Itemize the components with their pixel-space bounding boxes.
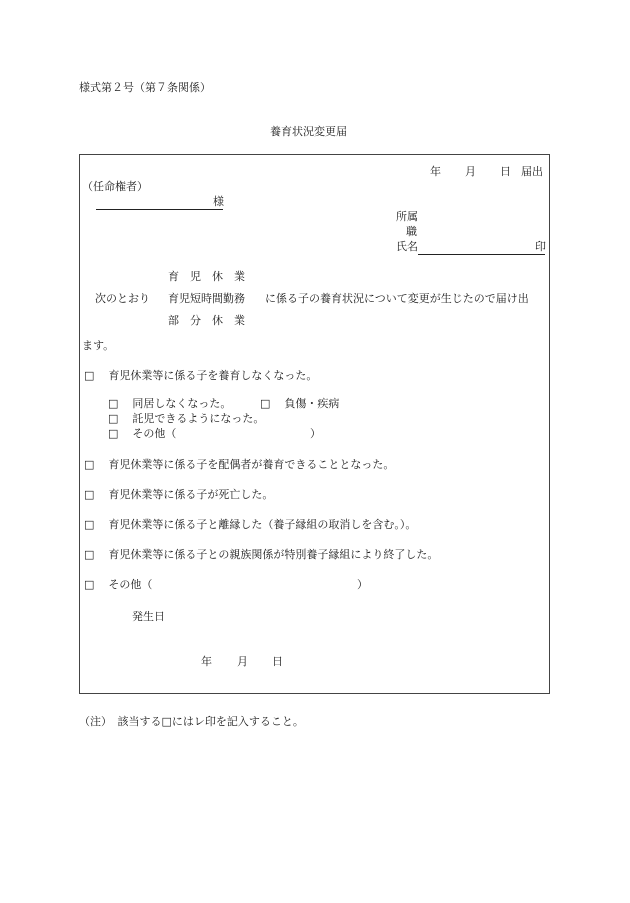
- name-underline[interactable]: [418, 254, 545, 255]
- checkbox-sub-other[interactable]: □: [108, 427, 119, 440]
- list-item: [108, 428, 176, 439]
- occurrence-day[interactable]: 日: [272, 655, 283, 668]
- checkbox-item-2[interactable]: □: [84, 458, 95, 471]
- checkbox-item-5[interactable]: □: [84, 548, 95, 561]
- injury-illness-text: 負傷・疾病: [284, 397, 340, 410]
- form-number: 様式第２号（第７条関係）: [79, 81, 211, 94]
- leave-type-partial: 部 分 休 業: [168, 314, 245, 327]
- filing-label: 届出: [521, 165, 543, 178]
- intro-suffix: に係る子の養育状況について変更が生じたので届け出: [265, 292, 529, 305]
- daycare-text: 託児できるようになった。: [132, 412, 265, 425]
- occurrence-year[interactable]: 年: [201, 655, 212, 668]
- seal-mark: 印: [535, 240, 546, 253]
- sub-other-close: ）: [310, 427, 321, 440]
- sub-other-open: その他（: [132, 427, 177, 440]
- list-item: [84, 489, 273, 500]
- item-5-text: 育児休業等に係る子との親族関係が特別養子縁組により終了した。: [108, 548, 439, 561]
- list-item: [108, 398, 231, 409]
- occurrence-month[interactable]: 月: [237, 655, 248, 668]
- position-label: 職: [406, 225, 417, 238]
- checkbox-item-4[interactable]: □: [84, 518, 95, 531]
- list-item: [84, 459, 394, 470]
- honorific-sama: 様: [213, 195, 224, 208]
- name-label: 氏名: [396, 240, 418, 253]
- filing-day: 日: [500, 165, 511, 178]
- checkbox-item-3[interactable]: □: [84, 488, 95, 501]
- list-item: [108, 413, 264, 424]
- checkbox-other[interactable]: □: [84, 578, 95, 591]
- checkbox-injury-illness[interactable]: □: [260, 397, 271, 410]
- list-item: [84, 579, 152, 590]
- item-3-text: 育児休業等に係る子が死亡した。: [108, 488, 274, 501]
- appointing-authority: （任命権者）: [82, 180, 148, 193]
- list-item: [84, 370, 317, 381]
- checkbox-item-1[interactable]: □: [84, 369, 95, 382]
- intro-end: ます。: [82, 339, 115, 352]
- checkbox-not-living-together[interactable]: □: [108, 397, 119, 410]
- list-item: [260, 398, 339, 409]
- intro-prefix: 次のとおり: [95, 292, 150, 305]
- addressee-underline[interactable]: [96, 209, 223, 210]
- checkbox-daycare[interactable]: □: [108, 412, 119, 425]
- other-close: ）: [357, 578, 368, 591]
- leave-type-short-hours: 育児短時間勤務: [168, 292, 245, 305]
- occurrence-date-label: 発生日: [132, 610, 165, 623]
- form-title: 養育状況変更届: [270, 125, 347, 138]
- footnote: （注） 該当する□にはレ印を記入すること。: [79, 715, 304, 728]
- affiliation-label: 所属: [396, 210, 418, 223]
- list-item: [84, 549, 438, 560]
- item-1-text: 育児休業等に係る子を養育しなくなった。: [108, 369, 318, 382]
- leave-type-childcare: 育 児 休 業: [168, 270, 245, 283]
- item-4-text: 育児休業等に係る子と離縁した（養子縁組の取消しを含む。）。: [108, 518, 417, 531]
- filing-month: 月: [465, 165, 476, 178]
- not-living-together-text: 同居しなくなった。: [132, 397, 232, 410]
- list-item: [84, 519, 416, 530]
- filing-year: 年: [430, 165, 441, 178]
- item-2-text: 育児休業等に係る子を配偶者が養育できることとなった。: [108, 458, 395, 471]
- other-open: その他（: [108, 578, 153, 591]
